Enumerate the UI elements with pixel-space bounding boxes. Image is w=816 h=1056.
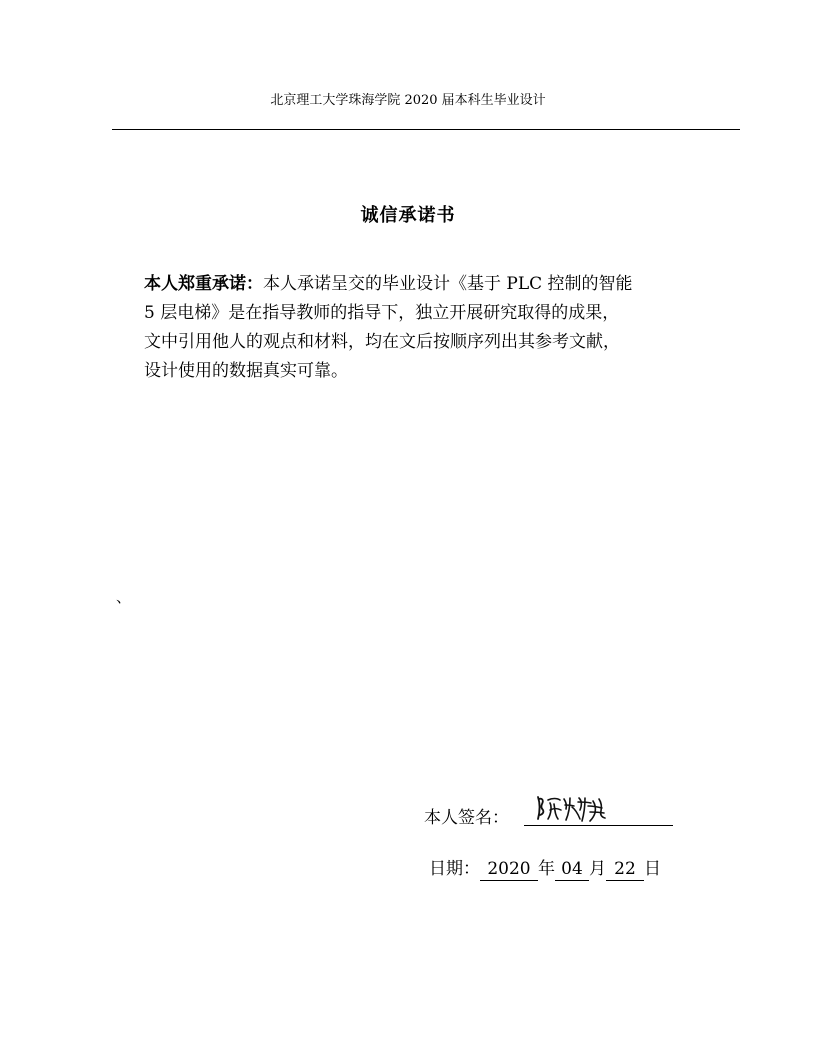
body-line-3: 文中引用他人的观点和材料，均在文后按顺序列出其参考文献， xyxy=(144,332,620,352)
signature-row xyxy=(424,804,509,832)
body-line-4: 设计使用的数据真实可靠。 xyxy=(144,361,348,381)
date-row xyxy=(429,855,661,883)
signature-line xyxy=(524,825,673,826)
year-unit: 年 xyxy=(538,859,555,879)
body-line-1 xyxy=(144,270,716,299)
year-value: 2020 xyxy=(480,858,538,881)
day-value: 22 xyxy=(606,858,644,881)
commitment-body xyxy=(144,270,716,386)
date-label: 日期： xyxy=(429,859,480,879)
body-line-1-text: 本人承诺呈交的毕业设计《基于 PLC 控制的智能 xyxy=(263,274,633,294)
page-header: 北京理工大学珠海学院 2020 届本科生毕业设计 xyxy=(270,93,546,108)
commitment-lead: 本人郑重承诺： xyxy=(144,274,263,294)
body-line-2: 5 层电梯》是在指导教师的指导下，独立开展研究取得的成果， xyxy=(144,303,620,323)
handwritten-signature xyxy=(532,790,616,826)
stray-mark: 、 xyxy=(116,588,132,606)
month-value: 04 xyxy=(555,858,589,881)
signature-label: 本人签名： xyxy=(424,808,509,828)
header-rule xyxy=(112,129,740,130)
document-title: 诚信承诺书 xyxy=(360,205,456,226)
day-unit: 日 xyxy=(644,859,661,879)
month-unit: 月 xyxy=(589,859,606,879)
